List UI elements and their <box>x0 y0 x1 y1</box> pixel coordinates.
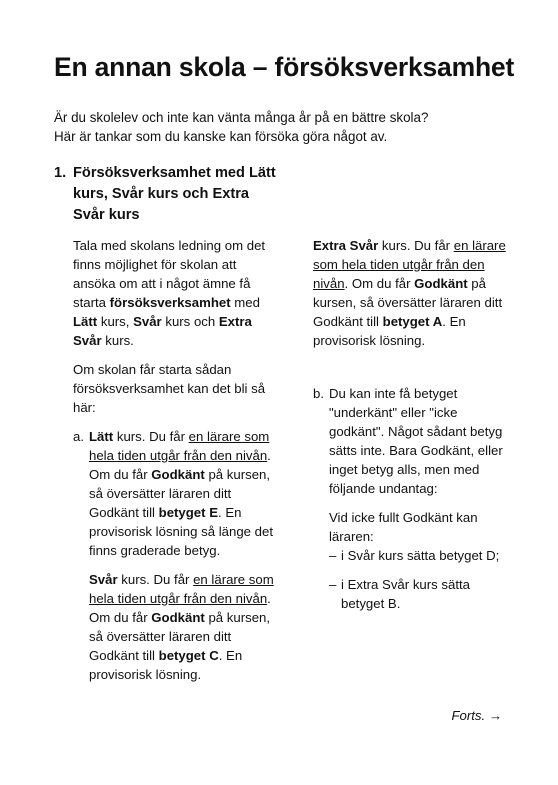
list-label-a: a. <box>73 429 84 444</box>
intro-text <box>54 108 514 146</box>
continued-label: Forts. <box>451 708 486 723</box>
list-item-a <box>73 427 281 684</box>
list-label-b: b. <box>313 386 324 401</box>
list-item-a-text: Lätt kurs. Du får en lärare som hela tiden utgår från den nivån. Om du får Godkänt på kursen, så översätter läraren ditt Godkänt till betyget E. En provisorisk lösning så länge det finns graderade betyg. <box>89 429 273 558</box>
intro-line-1: Är du skolelev och inte kan vänta många år på en bättre skola? <box>54 110 429 125</box>
paragraph-contact-school: Tala med skolans ledning om det finns möjlighet för skolan att ansöka om att i något ämne få starta försöksverksamhet med Lätt kurs, Svår kurs och Extra Svår kurs. <box>73 238 266 348</box>
right-column <box>313 236 513 623</box>
exception-item: – i Svår kurs sätta betyget D; <box>329 548 500 563</box>
section-heading-text: Försöksverksamhet med Lätt kurs, Svår kurs och Extra Svår kurs <box>73 165 276 223</box>
section-heading <box>54 163 284 226</box>
arrow-right-icon: → <box>488 708 502 723</box>
exception-intro: Vid icke fullt Godkänt kan läraren: <box>329 510 478 544</box>
intro-line-2: Här är tankar som du kanske kan försöka göra något av. <box>54 129 388 144</box>
left-column <box>73 236 281 694</box>
exception-item: – i Extra Svår kurs sätta betyget B. <box>329 577 470 611</box>
section-number: 1. <box>54 165 67 181</box>
list-item-b <box>313 384 513 613</box>
list-item-svar-text: Svår kurs. Du får en lärare som hela tiden utgår från den nivån. Om du får Godkänt på kursen, så översätter läraren ditt Godkänt till betyget C. En provisorisk lösning. <box>89 572 274 682</box>
page-title: En annan skola – försöksverksamhet <box>54 52 515 82</box>
list-item-b-text: Du kan inte få betyget "underkänt" eller "icke godkänt". Något sådant betyg sätts inte. Bara Godkänt, eller inget betyg alls, men med följande undantag: <box>329 386 503 496</box>
paragraph-outcome: Om skolan får starta sådan försöksverksamhet kan det bli så här: <box>73 362 266 415</box>
list-item-extra-text: Extra Svår kurs. Du får en lärare som hela tiden utgår från den nivån. Om du får Godkänt på kursen, så översätter läraren ditt Godkänt till betyget A. En provisorisk lösning. <box>313 238 506 348</box>
continued-note <box>451 708 502 723</box>
